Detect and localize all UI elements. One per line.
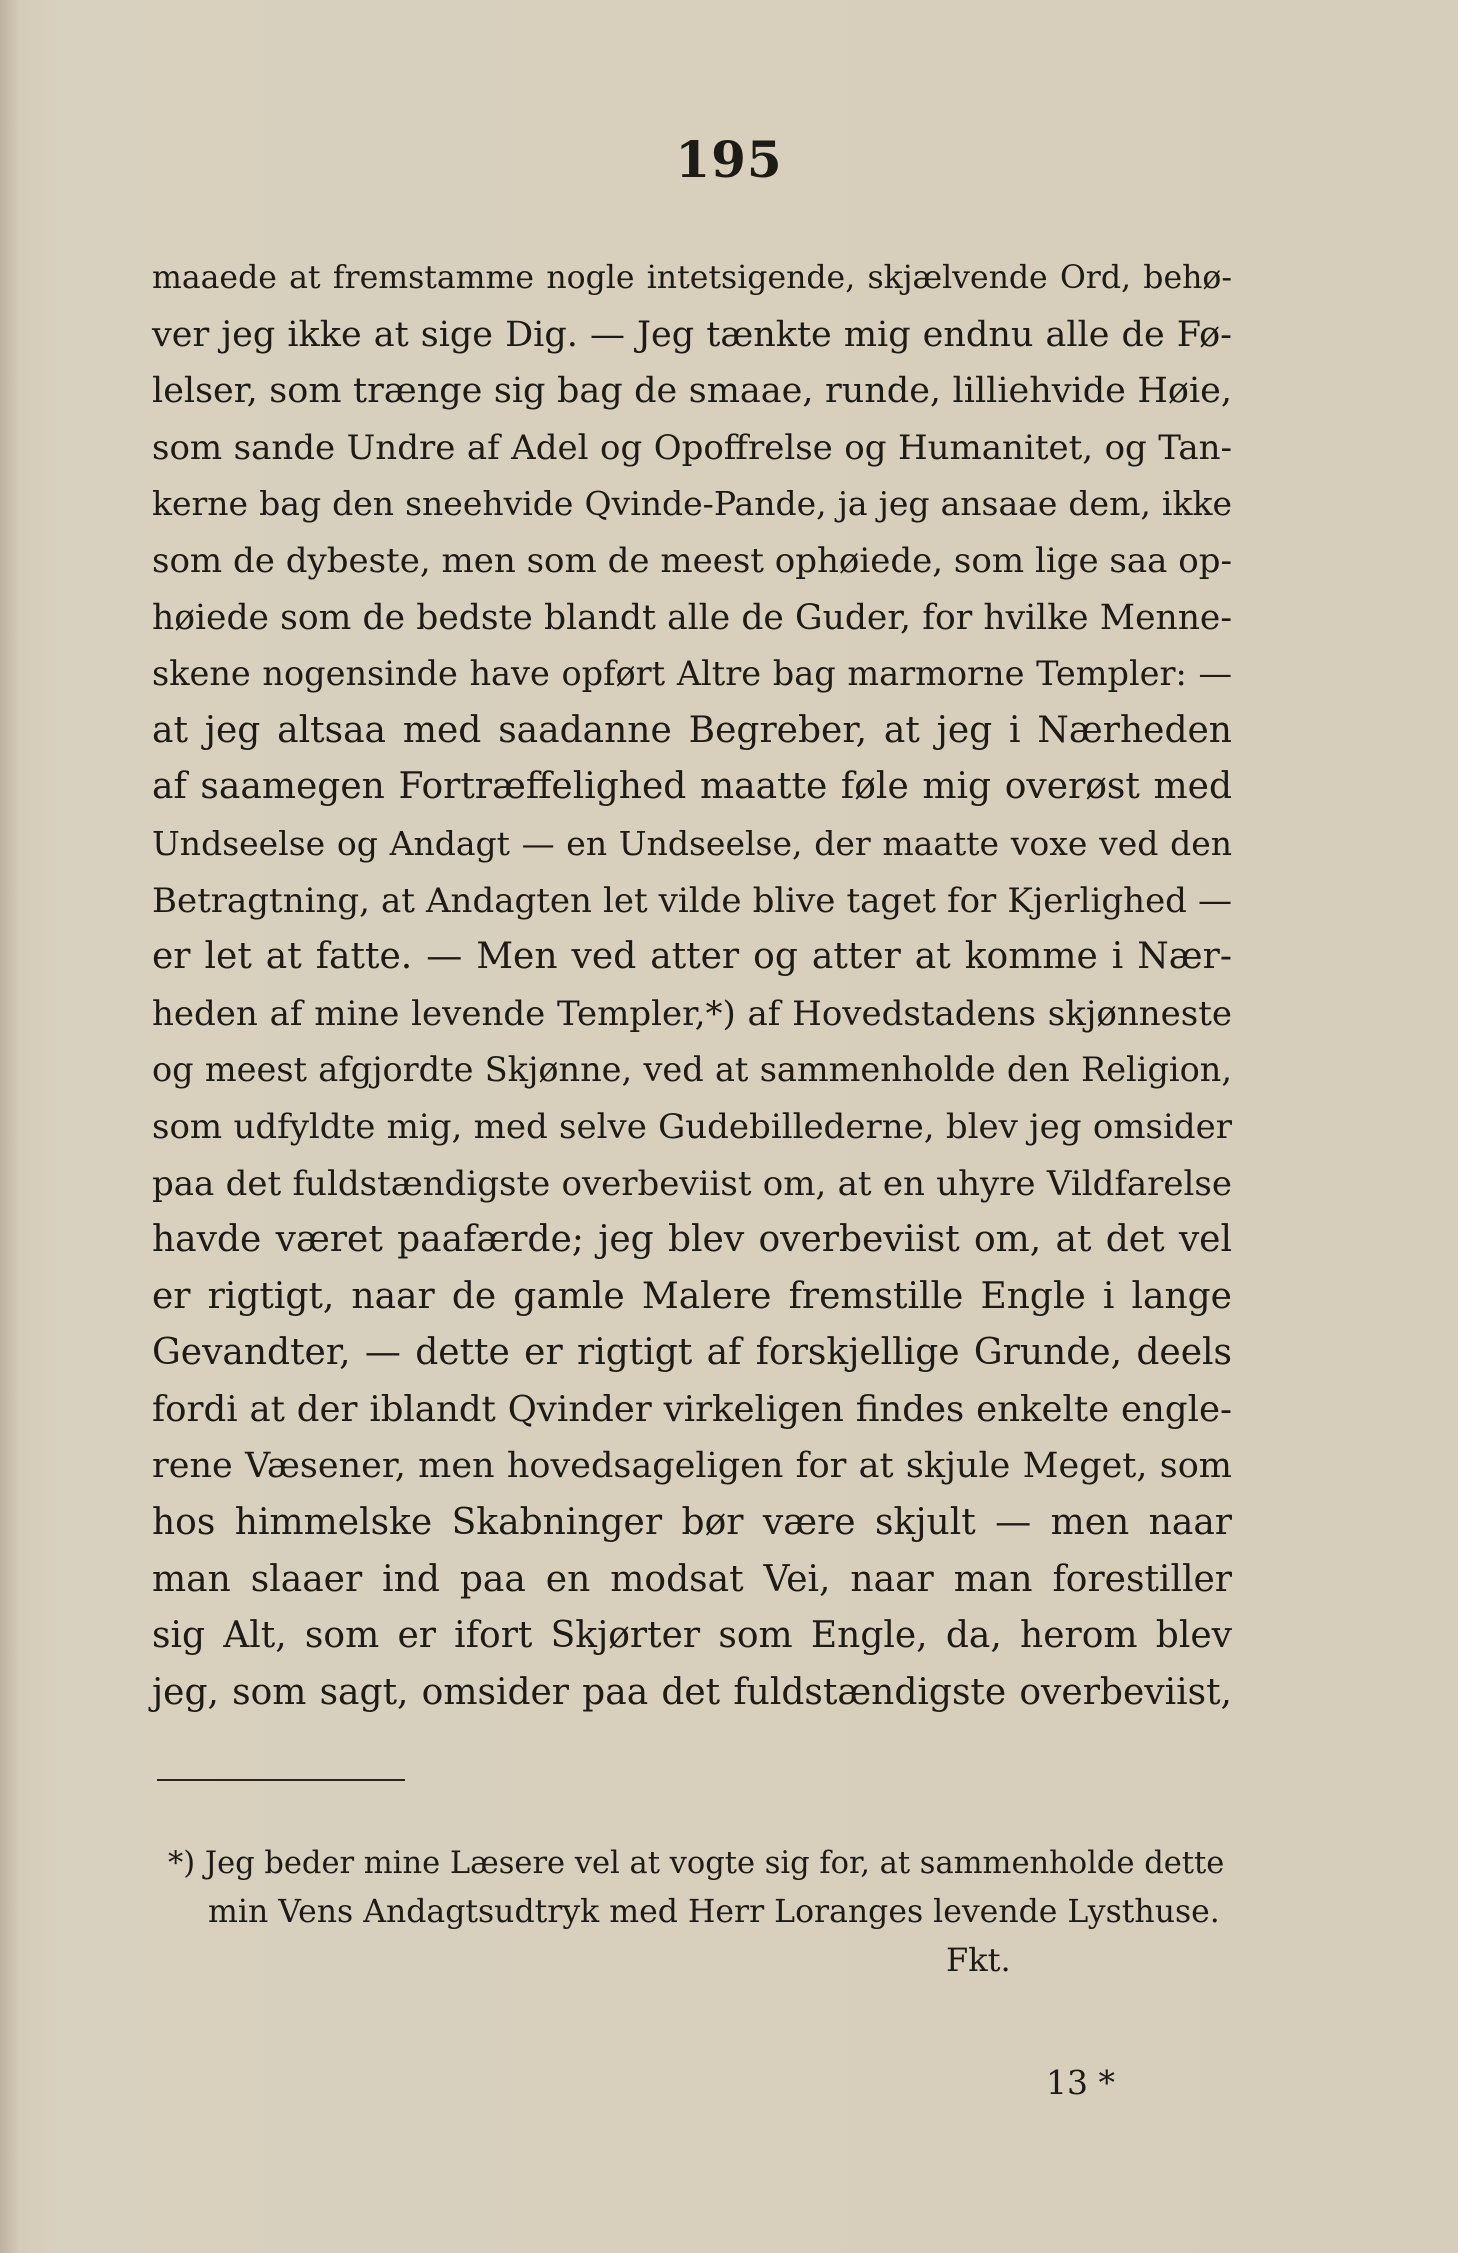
text-line: at jeg altsaa med saadanne Begreber, at jeg i Nærheden	[152, 709, 1232, 751]
printer-signature-mark: 13 *	[1046, 2063, 1115, 2102]
body-text	[152, 250, 1232, 1721]
text-line: skene nogensinde have opført Altre bag marmorne Templer: —	[152, 654, 1232, 694]
text-line: er let at fatte. — Men ved atter og atter at komme i Nær-	[152, 936, 1232, 978]
footnote	[168, 1840, 1228, 1984]
text-line: er rigtigt, naar de gamle Malere fremstille Engle i lange	[152, 1275, 1232, 1317]
footnote-signature: Fkt.	[946, 1941, 1011, 1979]
text-line: maaede at fremstamme nogle intetsigende, skjælvende Ord, behø-	[152, 260, 1232, 296]
text-line: man slaaer ind paa en modsat Vei, naar man forestiller	[152, 1558, 1232, 1600]
text-line: ver jeg ikke at sige Dig. — Jeg tænkte mig endnu alle de Fø-	[152, 314, 1232, 355]
text-line: af saamegen Fortræffelighed maatte føle mig overøst med	[152, 766, 1232, 808]
text-line: som sande Undre af Adel og Opoffrelse og Humanitet, og Tan-	[152, 427, 1232, 468]
text-line: Undseelse og Andagt — en Undseelse, der maatte voxe ved den	[152, 823, 1232, 863]
page-number: 195	[675, 130, 783, 189]
text-line: høiede som de bedste blandt alle de Guder, for hvilke Menne-	[152, 597, 1232, 638]
text-line: kerne bag den sneehvide Qvinde-Pande, ja jeg ansaae dem, ikke	[152, 484, 1232, 524]
text-line: hos himmelske Skabninger bør være skjult — men naar	[152, 1502, 1232, 1544]
text-line: heden af mine levende Templer,*) af Hovedstadens skjønneste	[152, 993, 1232, 1034]
text-line: lelser, som trænge sig bag de smaae, runde, lilliehvide Høie,	[152, 371, 1232, 412]
footnote-line: min Vens Andagtsudtryk med Herr Loranges levende Lysthuse.	[208, 1894, 1220, 1930]
text-line: paa det fuldstændigste overbeviist om, at en uhyre Vildfarelse	[152, 1163, 1232, 1204]
text-line: rene Væsener, men hovedsageligen for at skjule Meget, som	[152, 1446, 1232, 1487]
text-line: som udfyldte mig, med selve Gudebillederne, blev jeg omsider	[152, 1106, 1232, 1147]
text-line: som de dybeste, men som de meest ophøiede, som lige saa op-	[152, 540, 1232, 581]
footnote-line: *) Jeg beder mine Læsere vel at vogte sig for, at sammenholde dette	[168, 1846, 1225, 1881]
text-line: og meest afgjordte Skjønne, ved at sammenholde den Religion,	[152, 1050, 1232, 1090]
text-line: Betragtning, at Andagten let vilde blive taget for Kjerlighed —	[152, 880, 1232, 921]
text-line: fordi at der iblandt Qvinder virkeligen findes enkelte engle-	[152, 1388, 1232, 1430]
text-line: sig Alt, som er ifort Skjørter som Engle, da, herom blev	[152, 1615, 1232, 1657]
text-line: havde været paafærde; jeg blev overbeviist om, at det vel	[152, 1219, 1232, 1261]
text-line: jeg, som sagt, omsider paa det fuldstændigste overbeviist,	[152, 1671, 1232, 1713]
text-line: Gevandter, — dette er rigtigt af forskjellige Grunde, deels	[152, 1332, 1232, 1374]
footnote-divider	[157, 1779, 405, 1781]
